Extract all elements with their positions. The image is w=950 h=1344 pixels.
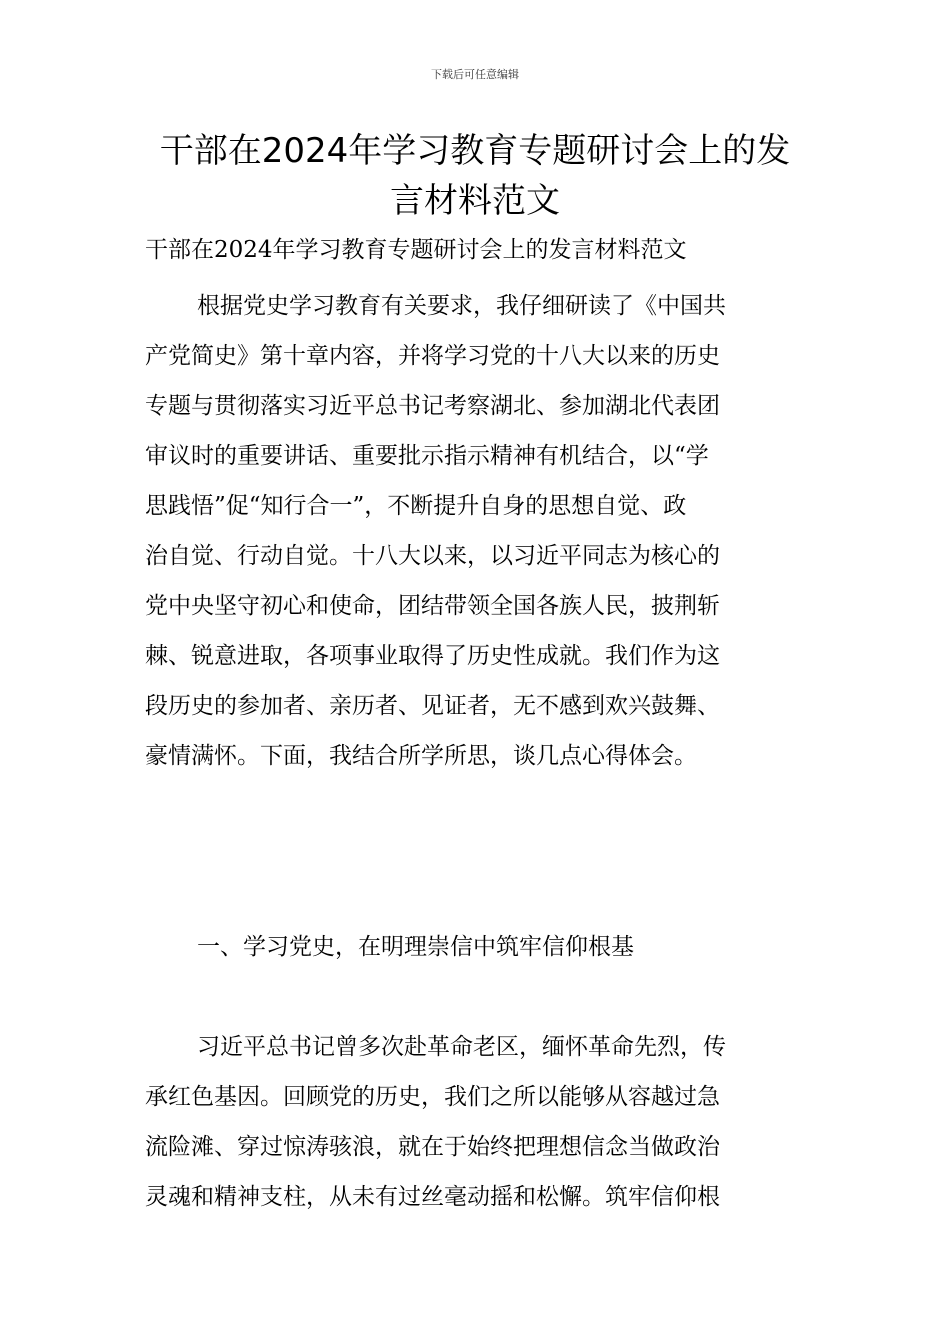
document-title-line-2: 言材料范文 (390, 181, 560, 221)
paragraph-line: 棘、锐意进取，各项事业取得了历史性成就。我们作为这 (145, 643, 720, 669)
intro-paragraph (145, 281, 805, 781)
paragraph-line: 灵魂和精神支柱，从未有过丝毫动摇和松懈。筑牢信仰根 (145, 1184, 720, 1210)
paragraph-line: 产党简史》第十章内容，并将学习党的十八大以来的历史 (145, 343, 720, 369)
document-subtitle: 干部在2024年学习教育专题研讨会上的发言材料范文 (145, 237, 687, 263)
paragraph-line: 治自觉、行动自觉。十八大以来，以习近平同志为核心的 (145, 543, 720, 569)
paragraph-line: 专题与贯彻落实习近平总书记考察湖北、参加湖北代表团 (145, 393, 720, 419)
paragraph-line: 根据党史学习教育有关要求，我仔细研读了《中国共 (197, 293, 726, 319)
paragraph-line: 审议时的重要讲话、重要批示指示精神有机结合，以“学 (145, 443, 709, 469)
paragraph-line: 豪情满怀。下面，我结合所学所思，谈几点心得体会。 (145, 743, 697, 769)
section-heading: 一、学习党史，在明理崇信中筑牢信仰根基 (197, 934, 634, 960)
paragraph-line: 流险滩、穿过惊涛骇浪，就在于始终把理想信念当做政治 (145, 1134, 720, 1160)
paragraph-line: 段历史的参加者、亲历者、见证者，无不感到欢兴鼓舞、 (145, 693, 720, 719)
document-title (145, 126, 805, 226)
paragraph-line: 习近平总书记曾多次赴革命老区，缅怀革命先烈，传 (197, 1034, 726, 1060)
document-title-line-1: 干部在2024年学习教育专题研讨会上的发 (159, 131, 791, 171)
paragraph-line: 党中央坚守初心和使命，团结带领全国各族人民，披荆斩 (145, 593, 720, 619)
section-paragraph (145, 1022, 805, 1222)
paragraph-line: 思践悟”促“知行合一”，不断提升自身的思想自觉、政 (145, 493, 687, 519)
paragraph-line: 承红色基因。回顾党的历史，我们之所以能够从容越过急 (145, 1084, 720, 1110)
header-note: 下载后可任意编辑 (431, 68, 519, 81)
